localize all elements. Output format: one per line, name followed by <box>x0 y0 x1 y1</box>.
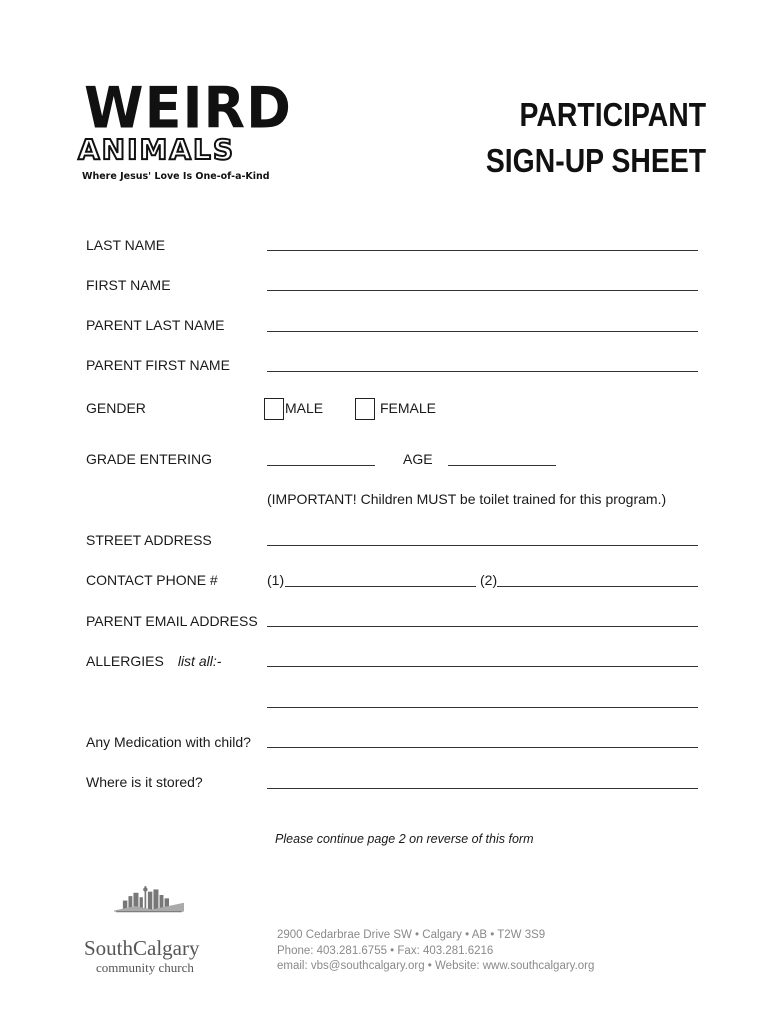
weird-animals-logo <box>78 74 292 186</box>
church-name: SouthCalgary <box>84 936 200 960</box>
church-contact-info <box>277 928 594 975</box>
allergies-field-1[interactable] <box>267 666 698 667</box>
parent-last-name-label: PARENT LAST NAME <box>86 317 225 333</box>
continue-note: Please continue page 2 on reverse of this form <box>275 832 534 846</box>
parent-first-name-label: PARENT FIRST NAME <box>86 357 230 373</box>
medication-field[interactable] <box>267 747 698 748</box>
female-checkbox[interactable] <box>355 398 375 420</box>
contact-phone-label: CONTACT PHONE # <box>86 572 218 588</box>
logo-word-animals: ANIMALS <box>78 133 236 166</box>
gender-label: GENDER <box>86 400 146 416</box>
last-name-label: LAST NAME <box>86 237 166 253</box>
allergies-field-2[interactable] <box>267 707 698 708</box>
age-field[interactable] <box>448 465 556 466</box>
storage-field[interactable] <box>267 788 698 789</box>
grade-entering-label: GRADE ENTERING <box>86 451 213 467</box>
allergies-label-text: ALLERGIES <box>86 653 164 669</box>
phone-2-label: (2) <box>480 572 498 588</box>
toilet-trained-notice: (IMPORTANT! Children MUST be toilet trained for this program.) <box>267 491 667 507</box>
logo-word-weird: WEIRD <box>84 74 292 142</box>
title-line-2: SIGN-UP SHEET <box>485 142 706 179</box>
phone-1-label: (1) <box>267 572 285 588</box>
male-checkbox[interactable] <box>264 398 284 420</box>
storage-label: Where is it stored? <box>86 774 203 790</box>
male-label: MALE <box>285 400 324 416</box>
last-name-field[interactable] <box>267 250 698 251</box>
grade-entering-field[interactable] <box>267 465 375 466</box>
church-address: 2900 Cedarbrae Drive SW • Calgary • AB • T2W 3S9 <box>277 929 546 941</box>
allergies-hint: list all:- <box>177 653 222 669</box>
parent-email-field[interactable] <box>267 626 698 627</box>
phone-2-field[interactable] <box>497 586 698 587</box>
church-subtitle: community church <box>96 960 194 975</box>
parent-last-name-field[interactable] <box>267 331 698 332</box>
parent-first-name-field[interactable] <box>267 371 698 372</box>
first-name-field[interactable] <box>267 290 698 291</box>
page-title <box>486 92 706 184</box>
allergies-label <box>86 653 221 669</box>
phone-1-field[interactable] <box>285 586 476 587</box>
street-address-field[interactable] <box>267 545 698 546</box>
parent-email-label: PARENT EMAIL ADDRESS <box>86 613 258 629</box>
street-address-label: STREET ADDRESS <box>86 532 212 548</box>
city-skyline-icon <box>84 885 214 935</box>
first-name-label: FIRST NAME <box>86 277 171 293</box>
title-line-1: PARTICIPANT <box>519 96 706 133</box>
logo-tagline: Where Jesus' Love Is One-of-a-Kind <box>82 171 270 182</box>
church-email-website: email: vbs@southcalgary.org • Website: www.southcalgary.org <box>277 960 595 972</box>
age-label: AGE <box>403 451 433 467</box>
church-phone: Phone: 403.281.6755 • Fax: 403.281.6216 <box>277 944 494 957</box>
female-label: FEMALE <box>380 400 437 416</box>
medication-label: Any Medication with child? <box>86 734 251 750</box>
